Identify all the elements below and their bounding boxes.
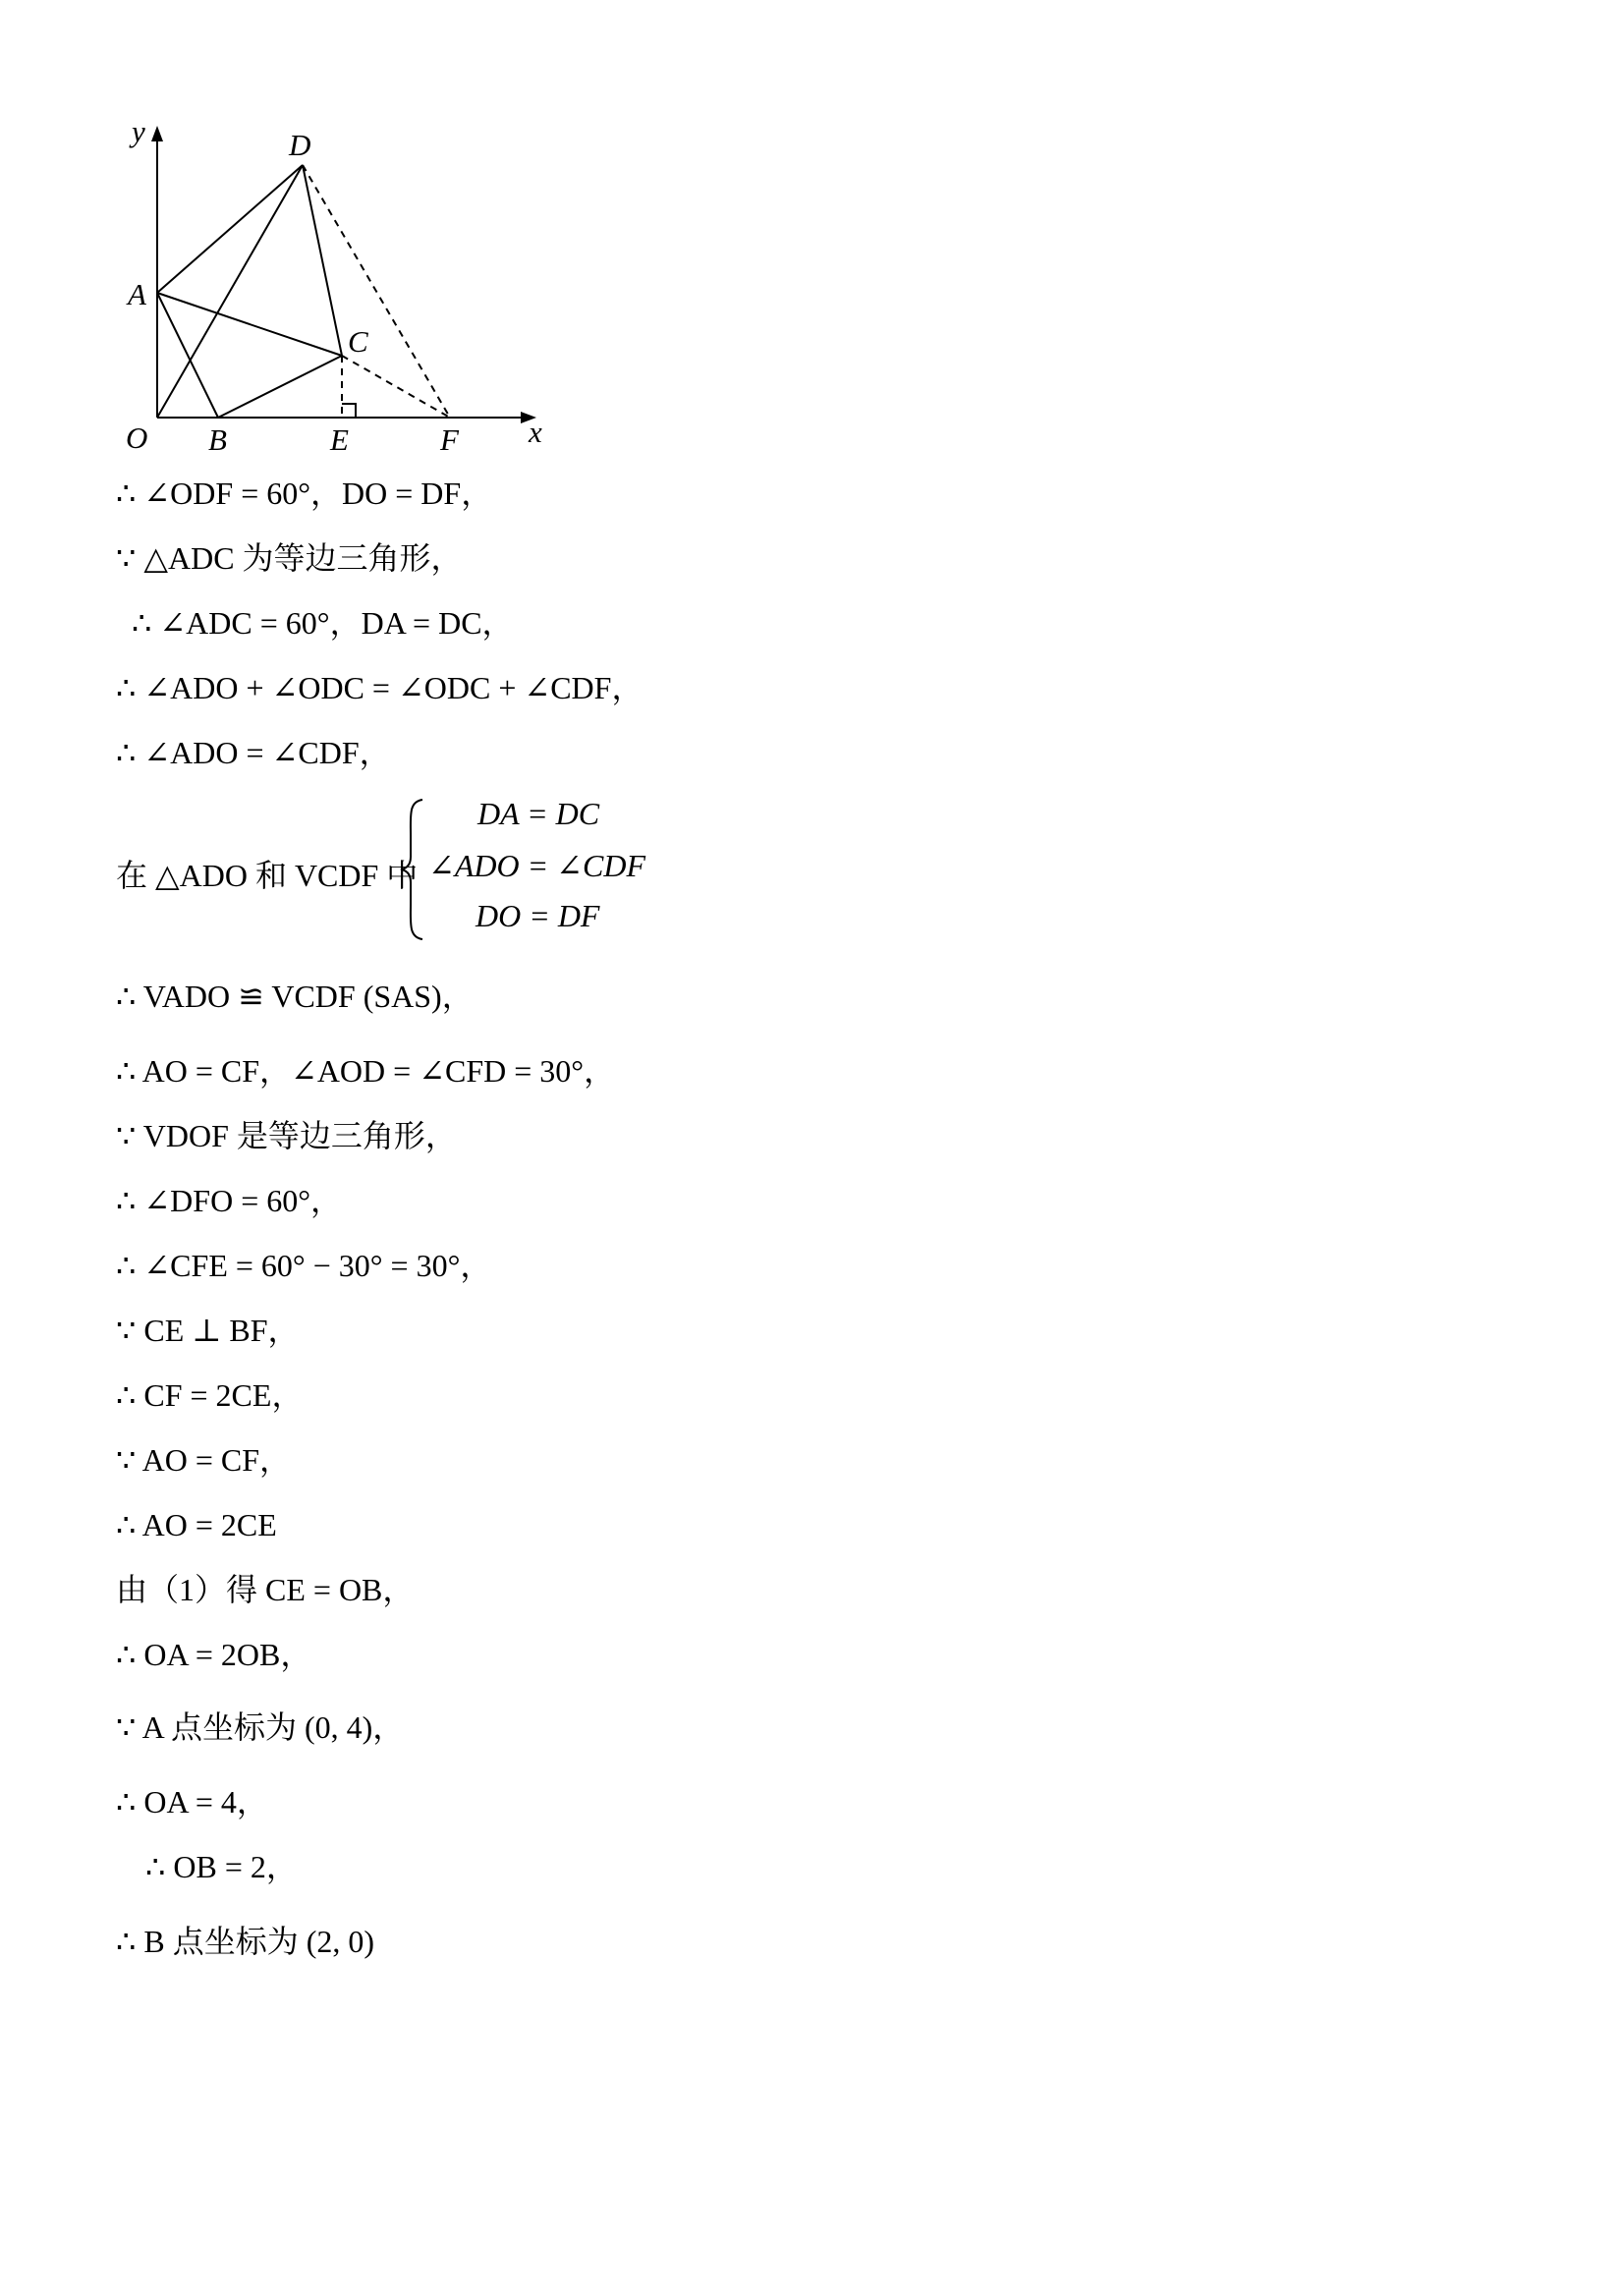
left-brace	[399, 796, 426, 943]
segment-CF	[342, 356, 450, 418]
proof-line-12: ∴ CF = 2CE，	[116, 1377, 304, 1413]
label-D: D	[289, 128, 311, 162]
proof-line-9: ∴ ∠DFO = 60°，	[116, 1183, 343, 1218]
segment-AC	[157, 293, 342, 356]
proof-line-14: ∴ AO = 2CE	[116, 1507, 277, 1542]
label-B: B	[208, 422, 227, 457]
proof-line-10: ∴ ∠CFE = 60° − 30° = 30°，	[116, 1248, 492, 1283]
proof-line-19: ∴ OB = 2，	[145, 1849, 298, 1884]
proof-line-8: ∵ VDOF 是等边三角形，	[116, 1118, 457, 1153]
proof-line-1: ∴ ∠ODF = 60°，DO = DF，	[116, 476, 493, 511]
label-C: C	[348, 324, 368, 359]
segment-AD	[157, 165, 303, 293]
segment-DC	[303, 165, 342, 356]
system-row-2: ∠ADO = ∠CDF	[428, 848, 645, 883]
proof-line-5: ∴ ∠ADO = ∠CDF，	[116, 735, 391, 770]
proof-line-17: ∵ A 点坐标为 (0, 4)，	[116, 1709, 405, 1745]
label-A: A	[128, 277, 146, 311]
label-x: x	[529, 415, 542, 449]
system-label: 在 △ADO 和 VCDF 中	[116, 858, 419, 893]
y-axis-arrow	[151, 126, 163, 141]
proof-line-6: ∴ VADO ≌ VCDF (SAS)，	[116, 979, 474, 1014]
segment-BC	[218, 356, 342, 418]
proof-line-11: ∵ CE ⊥ BF，	[116, 1313, 300, 1348]
proof-line-15: 由（1）得 CE = OB，	[116, 1572, 415, 1607]
system-row-1: DA = DC	[477, 796, 600, 831]
label-O: O	[126, 420, 148, 455]
proof-line-2: ∵ △ADC 为等边三角形，	[116, 540, 463, 576]
proof-line-4: ∴ ∠ADO + ∠ODC = ∠ODC + ∠CDF，	[116, 670, 644, 705]
label-F: F	[440, 422, 459, 457]
label-E: E	[330, 422, 349, 457]
right-angle-mark	[342, 404, 356, 418]
geometry-figure	[108, 118, 560, 472]
segment-AB	[157, 293, 218, 418]
proof-line-20: ∴ B 点坐标为 (2, 0)	[116, 1924, 375, 1959]
system-row-3: DO = DF	[476, 898, 600, 933]
proof-line-16: ∴ OA = 2OB，	[116, 1637, 312, 1672]
proof-line-18: ∴ OA = 4，	[116, 1784, 268, 1820]
label-y: y	[132, 118, 145, 148]
equation-system	[116, 796, 666, 953]
proof-line-7: ∴ AO = CF，∠AOD = ∠CFD = 30°，	[116, 1053, 616, 1089]
proof-line-13: ∵ AO = CF，	[116, 1442, 292, 1478]
segment-OD	[157, 165, 303, 418]
proof-line-3: ∴ ∠ADC = 60°，DA = DC，	[132, 605, 514, 641]
segment-DF	[303, 165, 450, 418]
